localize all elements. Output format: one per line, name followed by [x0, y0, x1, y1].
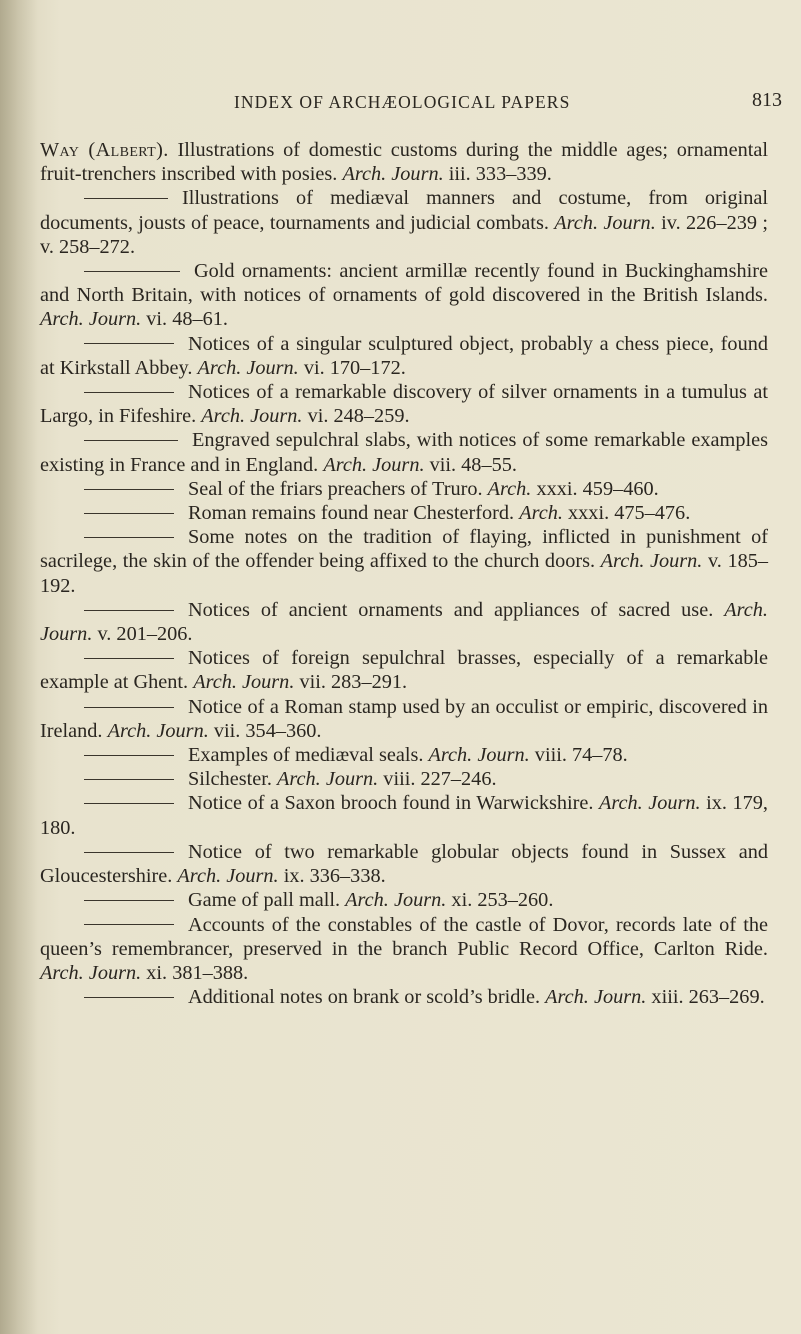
entry-journal: Arch. [487, 477, 532, 500]
entry-citation: iii. 333–339. [448, 163, 552, 186]
entry-journal: Arch. Journ. [545, 986, 647, 1009]
index-entry [40, 525, 768, 598]
entry-citation: vii. 354–360. [213, 719, 322, 742]
entry-citation: xi. 253–260. [451, 889, 554, 912]
ditto-rule [84, 852, 174, 853]
entry-text: Some notes on the tradition of flaying, inflicted in punishment of sacrilege, the skin of the offender being affixed to the church doors. [40, 526, 768, 573]
index-entry [40, 985, 768, 1009]
entry-journal: Arch. Journ. [600, 550, 703, 573]
ditto-rule [84, 610, 174, 611]
entry-text: Notices of foreign sepulchral brasses, especially of a remarkable example at Ghent. [40, 647, 768, 694]
index-entry [40, 138, 768, 186]
entry-citation: viii. 74–78. [534, 744, 628, 767]
index-entry [40, 840, 768, 888]
ditto-rule [84, 489, 174, 490]
binding-gutter-shadow [0, 0, 38, 1334]
entry-citation: xi. 381–388. [146, 961, 249, 984]
ditto-rule [84, 658, 174, 659]
index-entry [40, 888, 768, 912]
entry-text: Gold ornaments: ancient armillæ recently found in Buckinghamshire and North Britain, with notices of ornaments of gold discovered in the British Islands. [40, 260, 768, 307]
entry-citation: ix. 336–338. [283, 865, 386, 888]
entry-citation: v. 185–192. [40, 550, 769, 597]
ditto-rule [84, 997, 174, 998]
ditto-rule [84, 900, 174, 901]
ditto-rule [84, 779, 174, 780]
index-entry [40, 380, 768, 428]
entry-text: Notices of a remarkable discovery of silver ornaments in a tumulus at Largo, in Fifeshire. [40, 381, 768, 428]
index-entries [40, 138, 768, 1009]
index-entry [40, 646, 768, 694]
entry-text: Roman remains found near Chesterford. [188, 502, 515, 525]
index-entry [40, 791, 768, 839]
running-head: INDEX OF ARCHÆOLOGICAL PAPERS [234, 92, 571, 112]
ditto-rule [84, 392, 174, 393]
entry-journal: Arch. Journ. [323, 453, 425, 476]
entry-journal: Arch. Journ. [277, 768, 379, 791]
entry-citation: vi. 248–259. [307, 405, 410, 428]
entry-text: Illustrations of mediæval manners and costume, from original documents, jousts of peace, tournaments and judicial combats. [40, 187, 768, 234]
entry-citation: ix. 179, 180. [40, 792, 768, 839]
entry-citation: xxxi. 475–476. [568, 502, 691, 525]
ditto-rule [84, 343, 174, 344]
entry-text: Notice of a Roman stamp used by an occulist or empiric, discovered in Ireland. [40, 695, 768, 742]
entry-journal: Arch. Journ. [197, 356, 299, 379]
entry-citation: viii. 227–246. [383, 768, 497, 791]
ditto-rule [84, 198, 168, 199]
ditto-rule [84, 271, 180, 272]
entry-citation: xiii. 263–269. [651, 986, 765, 1009]
ditto-rule [84, 924, 174, 925]
index-entry [40, 186, 768, 259]
ditto-rule [84, 803, 174, 804]
index-entry [40, 695, 768, 743]
entry-citation: v. 201–206. [97, 623, 193, 646]
entry-citation: vii. 283–291. [299, 671, 408, 694]
index-entry [40, 501, 768, 525]
index-entry [40, 477, 768, 501]
entry-citation: vi. 170–172. [303, 356, 406, 379]
ditto-rule [84, 513, 174, 514]
entry-text: Notices of a singular sculptured object, probably a chess piece, found at Kirkstall Abbey. [40, 332, 768, 379]
index-entry [40, 598, 768, 646]
page-number: 813 [752, 89, 782, 111]
entry-author: Way (Albert). [40, 139, 169, 161]
entry-journal: Arch. Journ. [598, 792, 701, 815]
entry-text: Notice of two remarkable globular objects found in Sussex and Gloucestershire. [40, 840, 768, 888]
index-entry [40, 767, 768, 791]
entry-journal: Arch. Journ. [201, 405, 303, 428]
index-entry [40, 259, 768, 332]
entry-text: Seal of the friars preachers of Truro. [188, 477, 483, 500]
ditto-rule [84, 707, 174, 708]
entry-journal: Arch. Journ. [428, 744, 530, 767]
entry-journal: Arch. Journ. [345, 889, 447, 912]
entry-journal: Arch. Journ. [554, 211, 656, 234]
entry-journal: Arch. Journ. [40, 308, 142, 331]
ditto-rule [84, 537, 174, 538]
entry-citation: iv. 226–239 ; v. 258–272. [40, 211, 769, 258]
entry-text: Engraved sepulchral slabs, with notices of some remarkable examples existing in France and in England. [40, 429, 768, 476]
index-entry [40, 332, 768, 380]
entry-text: Accounts of the constables of the castle of Dovor, records late of the queen’s remembrancer, preserved in the branch Public Record Office, Carlton Ride. [40, 913, 768, 960]
entry-text: Game of pall mall. [188, 889, 341, 912]
ditto-rule [84, 440, 178, 441]
entry-text: Additional notes on brank or scold’s bridle. [188, 986, 541, 1009]
index-entry [40, 913, 768, 986]
entry-journal: Arch. [519, 502, 563, 525]
ditto-rule [84, 755, 174, 756]
entry-journal: Arch. Journ. [107, 719, 209, 742]
entry-text: Examples of mediæval seals. [188, 744, 424, 767]
entry-journal: Arch. Journ. [40, 961, 142, 984]
entry-text: Notices of ancient ornaments and appliances of sacred use. [188, 598, 714, 621]
index-entry [40, 743, 768, 767]
entry-citation: vii. 48–55. [429, 453, 517, 476]
entry-text: Notice of a Saxon brooch found in Warwickshire. [188, 792, 594, 815]
entry-text: Illustrations of domestic customs during the middle ages; ornamental fruit-trenchers inscribed with posies. [40, 139, 768, 186]
entry-citation: vi. 48–61. [146, 308, 228, 331]
page-header [0, 89, 801, 116]
index-entry [40, 428, 768, 476]
entry-citation: xxxi. 459–460. [536, 477, 659, 500]
entry-journal: Arch. Journ. [193, 671, 295, 694]
entry-journal: Arch. Journ. [342, 163, 444, 186]
entry-journal: Arch. Journ. [40, 598, 768, 646]
entry-text: Silchester. [188, 768, 272, 791]
entry-journal: Arch. Journ. [177, 865, 279, 888]
